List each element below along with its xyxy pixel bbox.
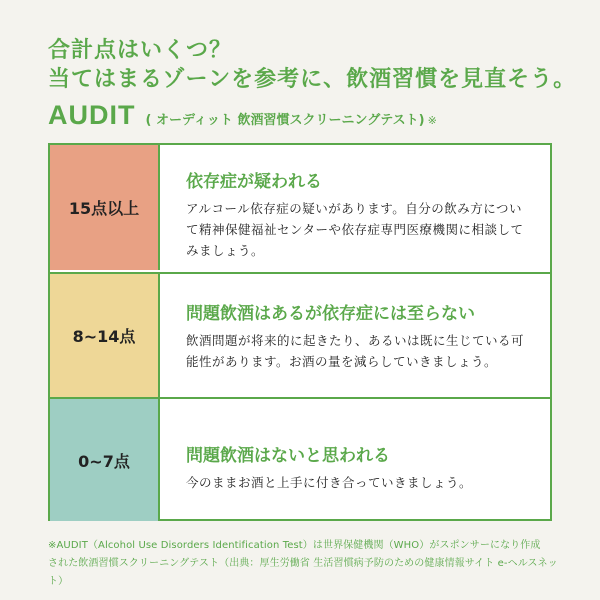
zone-title: 依存症が疑われる <box>186 172 322 192</box>
score-zone-table <box>48 143 552 521</box>
zone-row-low <box>50 397 550 521</box>
zone-description: 飲酒問題が将来的に起きたり、あるいは既に生じている可能性があります。お酒の量を減らしていきましょう。 <box>186 333 525 369</box>
score-cell: 8~14点 <box>50 274 160 397</box>
score-cell: 15点以上 <box>50 145 160 270</box>
audit-subtitle: ( オーディット 飲酒習慣スクリーニングテスト) <box>145 113 425 128</box>
zone-content <box>160 274 550 397</box>
zone-description: 今のままお酒と上手に付き合っていきましょう。 <box>186 475 473 490</box>
zone-description: アルコール依存症の疑いがあります。自分の飲み方について精神保健福祉センターや依存症専門医療機関に相談してみましょう。 <box>186 201 524 258</box>
headline-line-1: 合計点はいくつ？ <box>48 38 233 63</box>
audit-title: AUDIT <box>48 100 136 130</box>
zone-row-middle <box>50 272 550 397</box>
footnote <box>48 537 568 591</box>
headline-line-2: 当てはまるゾーンを参考に、飲酒習慣を見直そう。 <box>48 67 577 92</box>
zone-content <box>160 399 550 521</box>
zone-content <box>160 145 550 270</box>
audit-footnote-mark: ※ <box>427 114 437 127</box>
header <box>48 36 578 131</box>
zone-row-high <box>50 145 550 270</box>
score-cell: 0~7点 <box>50 399 160 521</box>
audit-title-row <box>48 100 578 131</box>
footnote-line-2: された飲酒習慣スクリーニングテスト（出典：厚生労働省 生活習慣病予防のための健康情報サイト e-ヘルスネット） <box>48 558 558 587</box>
footnote-line-1: ※AUDIT（Alcohol Use Disorders Identification Test）は世界保健機関（WHO）がスポンサーになり作成 <box>48 540 541 551</box>
zone-title: 問題飲酒はあるが依存症には至らない <box>186 304 475 324</box>
zone-title: 問題飲酒はないと思われる <box>186 446 390 466</box>
